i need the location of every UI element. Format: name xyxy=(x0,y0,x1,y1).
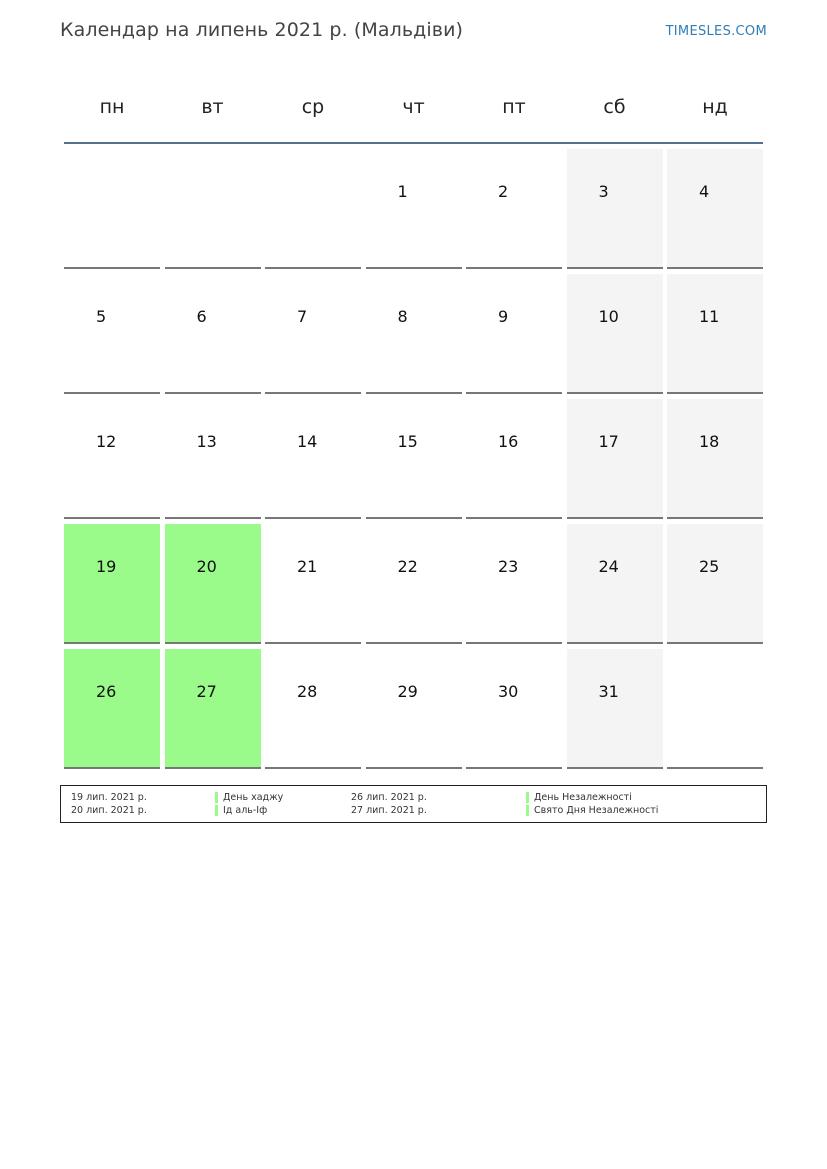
legend-name-2: Ід аль-Іф xyxy=(223,805,268,816)
day-number: 19 xyxy=(96,557,117,576)
day-number: 24 xyxy=(598,557,619,576)
day-cell-8 xyxy=(366,274,462,394)
weekday-mon: пн xyxy=(99,95,125,118)
day-number: 20 xyxy=(196,557,217,576)
day-number: 11 xyxy=(699,307,720,326)
day-cell-4 xyxy=(667,149,763,269)
day-number: 8 xyxy=(397,307,408,326)
day-number: 31 xyxy=(598,682,619,701)
weekday-thu: чт xyxy=(402,95,425,118)
day-number: 9 xyxy=(498,307,509,326)
empty-day-cell xyxy=(165,149,261,269)
legend-date-2: 20 лип. 2021 р. xyxy=(71,805,147,816)
day-cell-9 xyxy=(466,274,562,394)
legend-date-1: 19 лип. 2021 р. xyxy=(71,792,147,803)
legend-color-marker xyxy=(215,792,218,803)
day-cell-16 xyxy=(466,399,562,519)
empty-day-cell xyxy=(265,149,361,269)
weekday-sun: нд xyxy=(702,95,728,118)
day-number: 28 xyxy=(297,682,318,701)
day-cell-15 xyxy=(366,399,462,519)
empty-day-cell xyxy=(64,149,160,269)
day-cell-3 xyxy=(567,149,663,269)
day-cell-5 xyxy=(64,274,160,394)
day-number: 3 xyxy=(598,182,609,201)
day-cell-6 xyxy=(165,274,261,394)
day-number: 2 xyxy=(498,182,509,201)
weekday-header-row xyxy=(64,75,763,144)
day-cell-20 xyxy=(165,524,261,644)
day-cell-25 xyxy=(667,524,763,644)
weekday-tue: вт xyxy=(201,95,224,118)
legend-name-4: Свято Дня Незалежності xyxy=(534,805,659,816)
day-cell-30 xyxy=(466,649,562,769)
day-cell-23 xyxy=(466,524,562,644)
day-number: 27 xyxy=(196,682,217,701)
day-number: 13 xyxy=(196,432,217,451)
day-number: 30 xyxy=(498,682,519,701)
weekday-fri: пт xyxy=(502,95,526,118)
day-number: 4 xyxy=(699,182,710,201)
weekday-sat: сб xyxy=(603,95,626,118)
legend-date-4: 27 лип. 2021 р. xyxy=(351,805,427,816)
day-cell-14 xyxy=(265,399,361,519)
day-cell-10 xyxy=(567,274,663,394)
day-cell-19 xyxy=(64,524,160,644)
day-number: 17 xyxy=(598,432,619,451)
legend-date-3: 26 лип. 2021 р. xyxy=(351,792,427,803)
day-number: 15 xyxy=(397,432,418,451)
day-number: 25 xyxy=(699,557,720,576)
legend-color-marker xyxy=(215,805,218,816)
day-number: 14 xyxy=(297,432,318,451)
day-cell-21 xyxy=(265,524,361,644)
day-cell-28 xyxy=(265,649,361,769)
day-cell-17 xyxy=(567,399,663,519)
legend-name-1: День хаджу xyxy=(223,792,284,803)
day-number: 6 xyxy=(196,307,207,326)
day-cell-7 xyxy=(265,274,361,394)
day-number: 22 xyxy=(397,557,418,576)
weekday-wed: ср xyxy=(301,95,325,118)
day-cell-24 xyxy=(567,524,663,644)
day-number: 16 xyxy=(498,432,519,451)
page-title: Календар на липень 2021 р. (Мальдіви) xyxy=(60,19,464,41)
holiday-legend xyxy=(60,785,767,823)
day-number: 10 xyxy=(598,307,619,326)
day-cell-29 xyxy=(366,649,462,769)
day-grid xyxy=(64,149,763,769)
day-cell-11 xyxy=(667,274,763,394)
day-cell-31 xyxy=(567,649,663,769)
day-number: 5 xyxy=(96,307,107,326)
day-cell-12 xyxy=(64,399,160,519)
legend-color-marker xyxy=(526,792,529,803)
day-cell-2 xyxy=(466,149,562,269)
legend-name-3: День Незалежності xyxy=(534,792,632,803)
day-number: 1 xyxy=(397,182,408,201)
day-number: 21 xyxy=(297,557,318,576)
brand-link[interactable]: TIMESLES.COM xyxy=(665,24,767,39)
calendar xyxy=(64,75,763,769)
day-cell-1 xyxy=(366,149,462,269)
day-cell-26 xyxy=(64,649,160,769)
day-number: 23 xyxy=(498,557,519,576)
day-number: 12 xyxy=(96,432,117,451)
day-cell-27 xyxy=(165,649,261,769)
day-number: 26 xyxy=(96,682,117,701)
day-number: 7 xyxy=(297,307,308,326)
day-cell-22 xyxy=(366,524,462,644)
day-cell-18 xyxy=(667,399,763,519)
day-cell-13 xyxy=(165,399,261,519)
day-number: 18 xyxy=(699,432,720,451)
day-number: 29 xyxy=(397,682,418,701)
empty-day-cell xyxy=(667,649,763,769)
legend-color-marker xyxy=(526,805,529,816)
